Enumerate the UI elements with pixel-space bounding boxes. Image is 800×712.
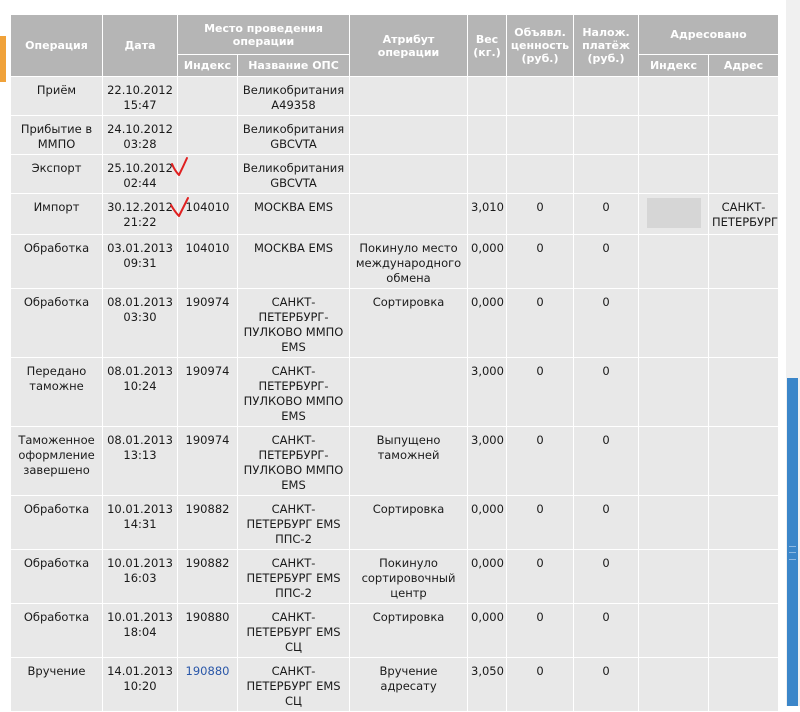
cod-cell: 0 <box>574 550 639 604</box>
time-value: 03:28 <box>123 137 157 151</box>
header-weight: Вес (кг.) <box>468 15 507 77</box>
date-cell <box>103 289 178 358</box>
office-name-cell: САНКТ-ПЕТЕРБУРГ EMS СЦ <box>238 658 350 712</box>
address-cell <box>709 550 779 604</box>
date-value: 22.10.2012 <box>107 83 173 97</box>
cod-cell: 0 <box>574 358 639 427</box>
operation-cell: Обработка <box>11 496 103 550</box>
index-cell: 190974 <box>178 289 238 358</box>
date-cell <box>103 155 178 194</box>
office-name-cell: Великобритания GBCVTA <box>238 116 350 155</box>
time-value: 21:22 <box>123 215 157 229</box>
addr-index-cell <box>639 116 709 155</box>
table-row <box>11 604 779 658</box>
declared-value-cell: 0 <box>507 427 574 496</box>
date-value: 08.01.2013 <box>107 295 173 309</box>
office-name-cell: САНКТ-ПЕТЕРБУРГ-ПУЛКОВО ММПО EMS <box>238 427 350 496</box>
attribute-cell: Сортировка <box>350 496 468 550</box>
index-cell: 104010 <box>178 194 238 235</box>
attribute-cell <box>350 194 468 235</box>
cod-cell: 0 <box>574 658 639 712</box>
date-value: 03.01.2013 <box>107 241 173 255</box>
address-cell <box>709 658 779 712</box>
header-addressed: Адресовано <box>639 15 779 55</box>
operation-cell: Таможенное оформление завершено <box>11 427 103 496</box>
time-value: 16:03 <box>123 571 157 585</box>
operation-cell: Приём <box>11 77 103 116</box>
weight-cell: 0,000 <box>468 550 507 604</box>
address-cell <box>709 289 779 358</box>
date-value: 14.01.2013 <box>107 664 173 678</box>
declared-value-cell: 0 <box>507 358 574 427</box>
time-value: 03:30 <box>123 310 157 324</box>
address-cell: САНКТ-ПЕТЕРБУРГ <box>709 194 779 235</box>
index-cell: 190974 <box>178 358 238 427</box>
declared-value-cell: 0 <box>507 550 574 604</box>
header-operation: Операция <box>11 15 103 77</box>
attribute-cell: Покинуло место международного обмена <box>350 235 468 289</box>
addr-index-cell <box>639 496 709 550</box>
weight-cell: 3,000 <box>468 427 507 496</box>
address-cell <box>709 77 779 116</box>
header-place: Место проведения операции <box>178 15 350 55</box>
office-name-cell: САНКТ-ПЕТЕРБУРГ-ПУЛКОВО ММПО EMS <box>238 289 350 358</box>
office-name-cell: САНКТ-ПЕТЕРБУРГ-ПУЛКОВО ММПО EMS <box>238 358 350 427</box>
table-row <box>11 496 779 550</box>
table-row <box>11 155 779 194</box>
table-row <box>11 658 779 712</box>
cod-cell: 0 <box>574 235 639 289</box>
operation-cell: Обработка <box>11 604 103 658</box>
table-row <box>11 550 779 604</box>
operation-cell: Передано таможне <box>11 358 103 427</box>
header-index: Индекс <box>178 55 238 77</box>
attribute-cell <box>350 116 468 155</box>
addr-index-cell <box>639 427 709 496</box>
weight-cell: 3,000 <box>468 358 507 427</box>
time-value: 15:47 <box>123 98 157 112</box>
time-value: 09:31 <box>123 256 157 270</box>
scrollbar-grip-icon <box>789 546 796 560</box>
declared-value-cell: 0 <box>507 496 574 550</box>
operation-cell: Обработка <box>11 289 103 358</box>
addr-index-cell <box>639 235 709 289</box>
date-value: 08.01.2013 <box>107 433 173 447</box>
declared-value-cell <box>507 116 574 155</box>
date-cell <box>103 358 178 427</box>
header-date: Дата <box>103 15 178 77</box>
header-cod: Налож. платёж (руб.) <box>574 15 639 77</box>
date-cell <box>103 427 178 496</box>
declared-value-cell <box>507 77 574 116</box>
date-value: 10.01.2013 <box>107 502 173 516</box>
date-cell <box>103 77 178 116</box>
time-value: 14:31 <box>123 517 157 531</box>
header-attribute: Атрибут операции <box>350 15 468 77</box>
weight-cell <box>468 116 507 155</box>
declared-value-cell: 0 <box>507 289 574 358</box>
operation-cell: Экспорт <box>11 155 103 194</box>
attribute-cell: Сортировка <box>350 289 468 358</box>
date-cell <box>103 116 178 155</box>
cod-cell: 0 <box>574 427 639 496</box>
declared-value-cell <box>507 155 574 194</box>
date-value: 08.01.2013 <box>107 364 173 378</box>
weight-cell <box>468 77 507 116</box>
operation-cell: Прибытие в ММПО <box>11 116 103 155</box>
index-cell: 190882 <box>178 496 238 550</box>
index-cell: 190974 <box>178 427 238 496</box>
weight-cell: 3,010 <box>468 194 507 235</box>
date-value: 10.01.2013 <box>107 556 173 570</box>
header-address: Адрес <box>709 55 779 77</box>
office-name-cell: САНКТ-ПЕТЕРБУРГ EMS ППС-2 <box>238 550 350 604</box>
attribute-cell <box>350 358 468 427</box>
attribute-cell: Покинуло сортировочный центр <box>350 550 468 604</box>
office-name-cell: САНКТ-ПЕТЕРБУРГ EMS ППС-2 <box>238 496 350 550</box>
index-cell: 104010 <box>178 235 238 289</box>
table-row <box>11 235 779 289</box>
addr-index-cell <box>639 358 709 427</box>
address-cell <box>709 235 779 289</box>
addr-index-cell <box>639 155 709 194</box>
attribute-cell: Вручение адресату <box>350 658 468 712</box>
index-link[interactable]: 190880 <box>178 658 238 712</box>
header-office-name: Название ОПС <box>238 55 350 77</box>
office-name-cell: САНКТ-ПЕТЕРБУРГ EMS СЦ <box>238 604 350 658</box>
office-name-cell: МОСКВА EMS <box>238 235 350 289</box>
office-name-cell: МОСКВА EMS <box>238 194 350 235</box>
time-value: 13:13 <box>123 448 157 462</box>
attribute-cell <box>350 155 468 194</box>
declared-value-cell: 0 <box>507 604 574 658</box>
hidden-index-box <box>647 198 701 228</box>
declared-value-cell: 0 <box>507 235 574 289</box>
time-value: 10:24 <box>123 379 157 393</box>
weight-cell: 0,000 <box>468 235 507 289</box>
date-value: 30.12.2012 <box>107 200 173 214</box>
table-row <box>11 116 779 155</box>
index-cell <box>178 155 238 194</box>
header-addr-index: Индекс <box>639 55 709 77</box>
cod-cell <box>574 155 639 194</box>
address-cell <box>709 496 779 550</box>
index-cell <box>178 77 238 116</box>
table-row <box>11 289 779 358</box>
attribute-cell <box>350 77 468 116</box>
cod-cell: 0 <box>574 496 639 550</box>
table-row <box>11 77 779 116</box>
addr-index-cell <box>639 194 709 235</box>
date-cell <box>103 604 178 658</box>
date-cell <box>103 194 178 235</box>
date-value: 25.10.2012 <box>107 161 173 175</box>
header-declared-value: Объявл. ценность (руб.) <box>507 15 574 77</box>
date-cell <box>103 496 178 550</box>
side-tab[interactable] <box>0 36 6 82</box>
index-cell <box>178 116 238 155</box>
weight-cell: 0,000 <box>468 289 507 358</box>
weight-cell: 0,000 <box>468 604 507 658</box>
index-cell: 190880 <box>178 604 238 658</box>
declared-value-cell: 0 <box>507 658 574 712</box>
addr-index-cell <box>639 77 709 116</box>
date-cell <box>103 235 178 289</box>
address-cell <box>709 427 779 496</box>
weight-cell <box>468 155 507 194</box>
cod-cell <box>574 116 639 155</box>
addr-index-cell <box>639 289 709 358</box>
addr-index-cell <box>639 658 709 712</box>
attribute-cell: Сортировка <box>350 604 468 658</box>
addr-index-cell <box>639 604 709 658</box>
operation-cell: Импорт <box>11 194 103 235</box>
cod-cell: 0 <box>574 289 639 358</box>
time-value: 10:20 <box>123 679 157 693</box>
time-value: 02:44 <box>123 176 157 190</box>
date-value: 10.01.2013 <box>107 610 173 624</box>
declared-value-cell: 0 <box>507 194 574 235</box>
table-row <box>11 427 779 496</box>
date-cell <box>103 658 178 712</box>
address-cell <box>709 116 779 155</box>
cod-cell: 0 <box>574 194 639 235</box>
scrollbar-thumb[interactable] <box>787 378 798 706</box>
operation-cell: Обработка <box>11 550 103 604</box>
address-cell <box>709 155 779 194</box>
address-cell <box>709 358 779 427</box>
date-value: 24.10.2012 <box>107 122 173 136</box>
addr-index-cell <box>639 550 709 604</box>
address-cell <box>709 604 779 658</box>
time-value: 18:04 <box>123 625 157 639</box>
attribute-cell: Выпущено таможней <box>350 427 468 496</box>
weight-cell: 0,000 <box>468 496 507 550</box>
cod-cell <box>574 77 639 116</box>
operation-cell: Вручение <box>11 658 103 712</box>
tracking-table <box>10 14 779 712</box>
date-cell <box>103 550 178 604</box>
table-row <box>11 358 779 427</box>
cod-cell: 0 <box>574 604 639 658</box>
office-name-cell: Великобритания A49358 <box>238 77 350 116</box>
table-row <box>11 194 779 235</box>
index-cell: 190882 <box>178 550 238 604</box>
tracking-rows <box>11 77 779 712</box>
weight-cell: 3,050 <box>468 658 507 712</box>
office-name-cell: Великобритания GBCVTA <box>238 155 350 194</box>
operation-cell: Обработка <box>11 235 103 289</box>
